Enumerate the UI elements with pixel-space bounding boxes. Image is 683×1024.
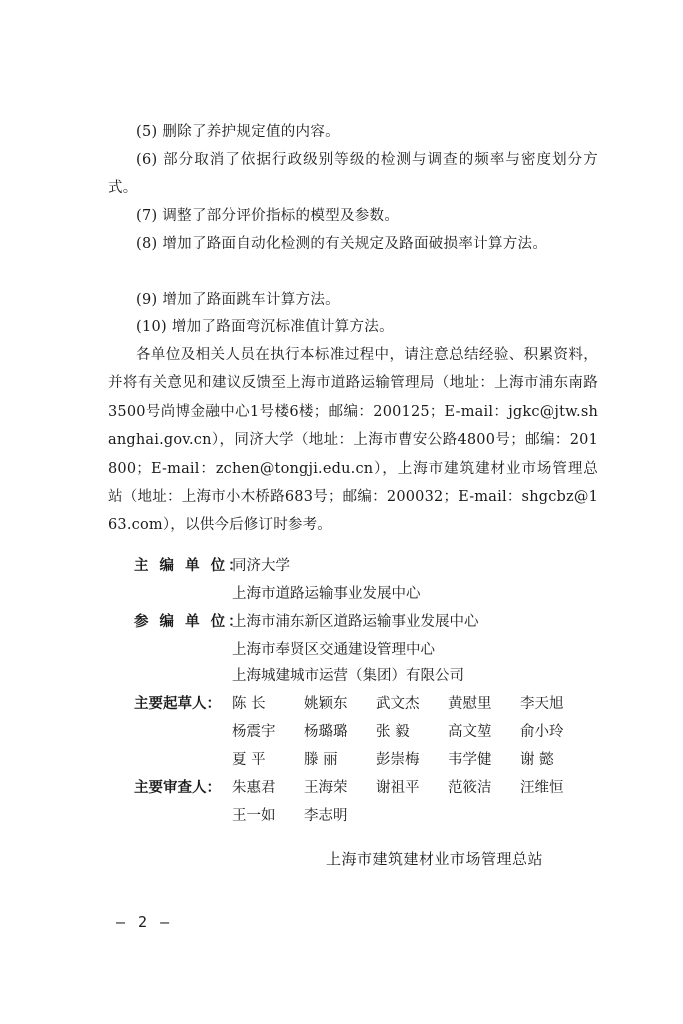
chief-unit-row <box>134 552 290 580</box>
drafter-name: 杨璐璐 <box>304 724 348 740</box>
drafter-name: 杨震宇 <box>232 724 276 740</box>
reviewer-name: 谢祖平 <box>376 780 420 796</box>
reviewers-label: 主要审查人： <box>134 780 221 796</box>
drafters-label: 主要起草人： <box>134 696 221 712</box>
chief-unit-1: 同济大学 <box>232 558 290 574</box>
drafter-name: 武文杰 <box>376 696 420 712</box>
reviewer-name: 王一如 <box>232 808 276 824</box>
drafter-name: 陈 长 <box>232 696 266 712</box>
participating-unit-3: 上海城建城市运营（集团）有限公司 <box>232 668 464 684</box>
drafters-row-3 <box>232 746 592 774</box>
participating-unit-row <box>134 608 479 636</box>
drafters-row-1 <box>134 690 592 718</box>
drafter-name: 韦学健 <box>448 752 492 768</box>
drafter-name: 滕 丽 <box>304 752 338 768</box>
participating-unit-label: 参 编 单 位： <box>134 614 246 630</box>
reviewer-name: 王海荣 <box>304 780 348 796</box>
change-item-10: (10) 增加了路面弯沉标准值计算方法。 <box>136 319 394 335</box>
reviewer-name: 朱惠君 <box>232 780 276 796</box>
change-item-8: (8) 增加了路面自动化检测的有关规定及路面破损率计算方法。 <box>136 236 548 252</box>
drafter-name: 谢 懿 <box>520 752 554 768</box>
drafter-name: 张 毅 <box>376 724 410 740</box>
change-item-5: (5) 删除了养护规定值的内容。 <box>136 124 340 140</box>
reviewer-name: 范筱洁 <box>448 780 492 796</box>
chief-unit-label: 主 编 单 位： <box>134 558 246 574</box>
drafters-row-2 <box>232 718 592 746</box>
issuing-organization: 上海市建筑建材业市场管理总站 <box>326 850 544 868</box>
drafter-name: 高文堃 <box>448 724 492 740</box>
chief-unit-row-2 <box>232 580 421 608</box>
participating-unit-row-2 <box>232 636 435 664</box>
drafter-name: 李天旭 <box>520 696 564 712</box>
change-item-7: (7) 调整了部分评价指标的模型及参数。 <box>136 208 400 224</box>
chief-unit-2: 上海市道路运输事业发展中心 <box>232 586 421 602</box>
participating-unit-1: 上海市浦东新区道路运输事业发展中心 <box>232 614 479 630</box>
reviewers-row-2 <box>232 802 376 830</box>
change-item-9: (9) 增加了路面跳车计算方法。 <box>136 292 340 308</box>
reviewer-name: 汪维恒 <box>520 780 564 796</box>
drafter-name: 姚颖东 <box>304 696 348 712</box>
reviewers-row-1 <box>134 774 592 802</box>
reviewer-name: 李志明 <box>304 808 348 824</box>
participating-unit-2: 上海市奉贤区交通建设管理中心 <box>232 642 435 658</box>
drafter-name: 夏 平 <box>232 752 266 768</box>
drafter-name: 俞小玲 <box>520 724 564 740</box>
page-number: — 2 — <box>116 913 172 931</box>
participating-unit-row-3 <box>232 662 464 690</box>
change-item-6: (6) 部分取消了依据行政级别等级的检测与调查的频率与密度划分方式。 <box>108 152 598 196</box>
feedback-paragraph: 各单位及相关人员在执行本标准过程中，请注意总结经验、积累资料，并将有关意见和建议反馈至上海市道路运输管理局（地址：上海市浦东南路3500号尚博金融中心1号楼6楼；邮编：200125；E-mail：jgkc@jtw.shanghai.gov.cn），同济大学（地址：上海市曹安公路4800号；邮编：201800；E-mail：zchen@tongji.edu.cn），上海市建筑建材业市场管理总站（地址：上海市小木桥路683号；邮编：200032；E-mail：shgcbz@163.com），以供今后修订时参考。 <box>108 347 598 534</box>
drafter-name: 黄慰里 <box>448 696 492 712</box>
drafter-name: 彭崇梅 <box>376 752 420 768</box>
